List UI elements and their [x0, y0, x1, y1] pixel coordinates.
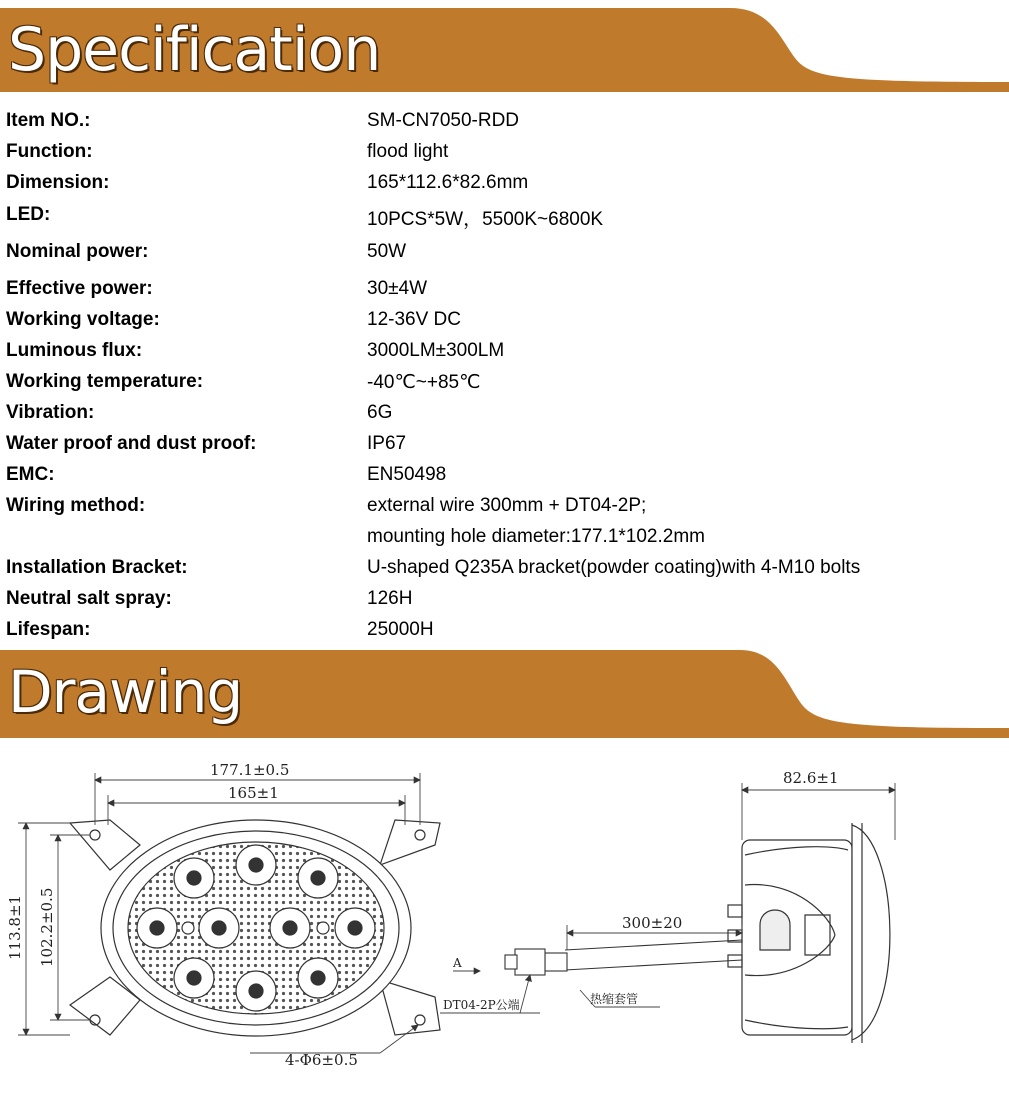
spec-row: [0, 526, 1009, 554]
spec-row: [0, 371, 1009, 399]
spec-label: Luminous flux:: [6, 340, 143, 361]
label-connector: DT04-2P公端: [443, 998, 520, 1012]
side-view: [728, 823, 890, 1043]
spec-value: 10PCS*5W，5500K~6800K: [367, 209, 604, 230]
spec-label: Water proof and dust proof:: [6, 433, 257, 454]
spec-label: Installation Bracket:: [6, 557, 188, 578]
spec-value: 30±4W: [367, 278, 428, 299]
front-view: [70, 820, 440, 1036]
spec-label: Working voltage:: [6, 309, 160, 330]
spec-label: LED:: [6, 204, 51, 225]
spec-row: [0, 619, 1009, 647]
spec-row: [0, 309, 1009, 337]
label-view-a: A: [453, 956, 462, 970]
spec-label: Lifespan:: [6, 619, 91, 640]
spec-value: 165*112.6*82.6mm: [367, 172, 529, 193]
spec-value: U-shaped Q235A bracket(powder coating)with 4-M10 bolts: [367, 557, 861, 578]
spec-row: [0, 204, 1009, 232]
spec-label: Vibration:: [6, 402, 95, 423]
dim-height-outer: 113.8±1: [6, 894, 24, 960]
specification-title: Specification: [8, 15, 381, 85]
spec-value: 3000LM±300LM: [367, 340, 505, 361]
spec-row: [0, 241, 1009, 269]
spec-value: external wire 300mm + DT04-2P;: [367, 495, 647, 516]
spec-row: [0, 340, 1009, 368]
spec-label: Dimension:: [6, 172, 110, 193]
dim-wire: 300±20: [622, 914, 683, 932]
spec-row: [0, 402, 1009, 430]
spec-row: [0, 464, 1009, 492]
label-sleeve: 热缩套管: [590, 992, 639, 1006]
spec-label: Neutral salt spray:: [6, 588, 172, 609]
spec-row: [0, 557, 1009, 585]
spec-value: -40℃~+85℃: [367, 372, 481, 393]
spec-label: Function:: [6, 141, 93, 162]
spec-row: [0, 588, 1009, 616]
spec-row: [0, 433, 1009, 461]
spec-value: 126H: [367, 588, 413, 609]
drawing-banner: [0, 650, 1009, 738]
spec-label: Working temperature:: [6, 371, 204, 392]
spec-value: 6G: [367, 402, 393, 423]
spec-label: Nominal power:: [6, 241, 149, 262]
spec-value: flood light: [367, 141, 449, 162]
spec-value: SM-CN7050-RDD: [367, 110, 520, 131]
dim-holes: 4-Φ6±0.5: [285, 1051, 358, 1069]
spec-value: EN50498: [367, 464, 447, 485]
spec-value: mounting hole diameter:177.1*102.2mm: [367, 526, 705, 547]
spec-label: Effective power:: [6, 278, 153, 299]
spec-value: 25000H: [367, 619, 434, 640]
spec-value: IP67: [367, 433, 407, 454]
spec-label: Item NO.:: [6, 110, 91, 131]
dim-width-inner: 165±1: [228, 784, 279, 802]
dim-height-inner: 102.2±0.5: [38, 887, 56, 967]
spec-label: EMC:: [6, 464, 55, 485]
spec-row: [0, 141, 1009, 169]
spec-row: [0, 278, 1009, 306]
spec-row: [0, 172, 1009, 200]
drawing-svg: [0, 745, 1009, 1107]
spec-row: [0, 110, 1009, 138]
dim-depth: 82.6±1: [783, 769, 839, 787]
spec-label: Wiring method:: [6, 495, 146, 516]
technical-drawing: [0, 745, 1009, 1107]
spec-row: [0, 495, 1009, 523]
dim-width-outer: 177.1±0.5: [210, 761, 290, 779]
spec-value: 50W: [367, 241, 407, 262]
spec-value: 12-36V DC: [367, 309, 461, 330]
drawing-title: Drawing: [8, 658, 243, 726]
specification-banner: [0, 8, 1009, 92]
